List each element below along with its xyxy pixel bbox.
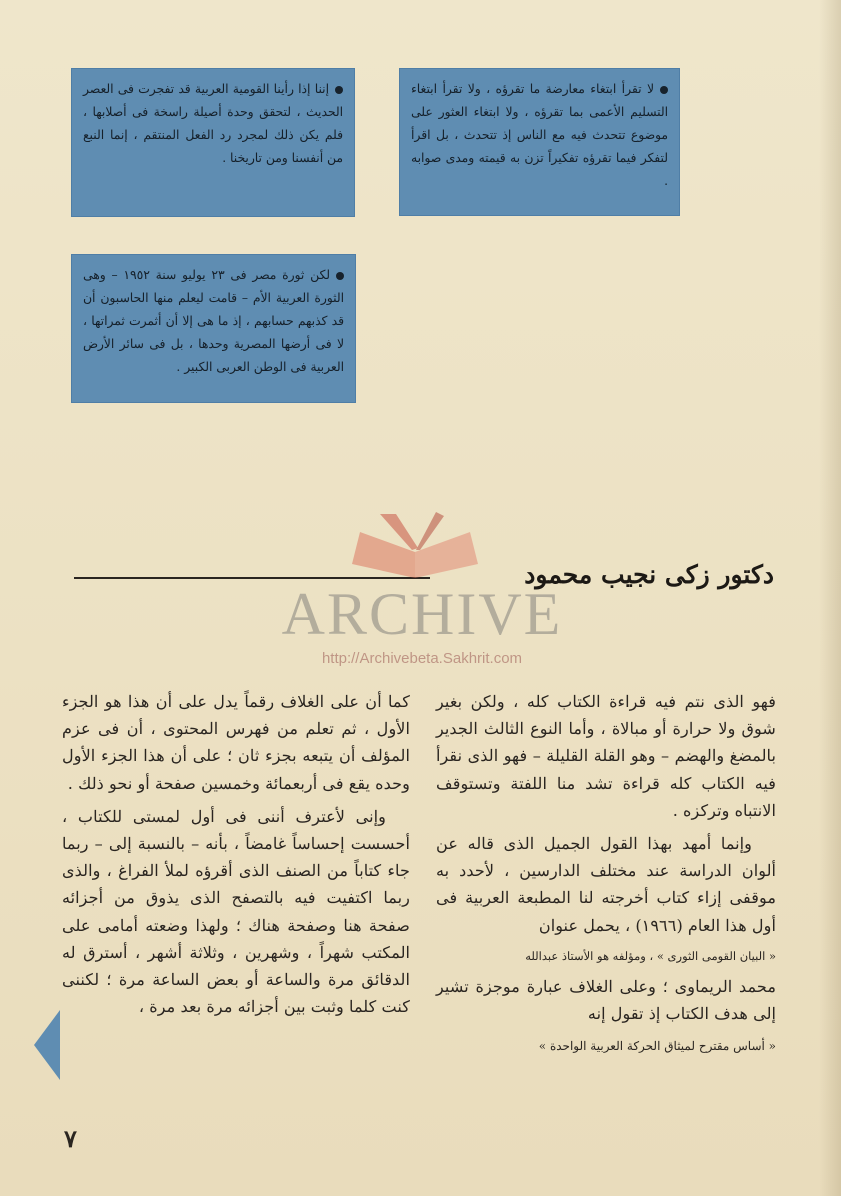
pull-quote-text: لكن ثورة مصر فى ٢٣ يوليو سنة ١٩٥٢ – وهى الثورة العربية الأم – قامت ليعلم منها الحاسبون أن قد كذبهم حسابهم ، إذ ما هى إلا أن أثمرت ثمراتها ، لا فى أرضها المصرية وحدها ، بل فى سائر الأرض العربية فى الوطن العربى الكبير . [83,268,344,374]
watermark-title: ARCHIVE [281,581,563,647]
bullet-dot-icon [660,86,668,94]
paragraph: محمد الريماوى ؛ وعلى الغلاف عبارة موجزة تشير إلى هدف الكتاب إذ تقول إنه [436,976,776,1024]
text-column-left [62,688,410,1026]
paragraph: وإنما أمهد بهذا القول الجميل الذى قاله عن ألوان الدراسة عند مختلف الدارسين ، لأحدد به موقفى إزاء كتاب أخرجته لنا المطبعة العربية فى أول هذا العام (١٩٦٦) ، يحمل عنوان [436,834,776,935]
book-title-line: « البيان القومى الثورى » ، ومؤلفه هو الأستاذ عبدالله [525,948,776,963]
watermark-url: http://Archivebeta.Sakhrit.com [321,650,523,667]
text-column-right [436,688,776,1066]
byline-rule [74,577,430,579]
bullet-dot-icon [336,272,344,280]
page-arrow-icon [34,1010,60,1080]
pull-quote-text: لا تقرأ ابتغاء معارضة ما تقرؤه ، ولا تقرأ ابتغاء التسليم الأعمى بما تقرؤه ، ولا ابتغاء العثور على موضوع تتحدث فيه مع الناس إذ تتحدث ، بل اقرأ لتفكر فيما تقرؤه تفكيراً تزن به قيمته ومدى صوابه . [411,82,668,188]
page-number: ٧ [64,1124,77,1153]
author-byline [74,560,774,596]
pull-quote-box-left-bottom [71,254,356,403]
paragraph: وإنى لأعترف أننى فى أول لمستى للكتاب ، أحسست إحساساً غامضاً ، بأنه – بالنسبة إلى – ربما جاء كتاباً من الصنف الذى أقرؤه لملأ الفراغ ، والذى ربما اكتفيت فيه بالتصفح الذى يذوق من أجزائه صفحة هنا وصفحة هناك ؛ ولهذا وضعته أمامى على المكتب شهراً ، وشهرين ، وثلاثة أشهر ، أسترق له الدقائق مرة والساعة أو بعض الساعة مرة ؛ لكننى كنت كلما وثبت بين أجزائه مرة بعد مرة ، [62,806,410,1017]
pull-quote-text: إننا إذا رأينا القومية العربية قد تفجرت فى العصر الحديث ، لتحقق وحدة أصيلة راسخة فى أصلابها ، فلم يكن ذلك لمجرد رد الفعل المنتقم ، إنما النبع من أنفسنا ومن تاريخنا . [83,82,343,165]
bullet-dot-icon [335,86,343,94]
pull-quote-box-right-top [399,68,680,216]
paragraph: كما أن على الغلاف رقماً يدل على أن هذا هو الجزء الأول ، ثم تعلم من فهرس المحتوى ، أن فى عزم المؤلف أن يتبعه بجزء ثان ؛ على أن هذا الجزء الأول وحده يقع فى أربعمائة وخمسين صفحة أو نحو ذلك . [62,692,410,793]
book-subtitle-quote: « أساس مقترح لميثاق الحركة العربية الواحدة » [538,1039,776,1054]
pull-quote-box-left-top [71,68,355,217]
author-name: دكتور زكى نجيب محمود [524,560,774,589]
paragraph: فهو الذى نتم فيه قراءة الكتاب كله ، ولكن بغير شوق ولا حرارة أو مبالاة ، وأما النوع الثالث الجدير بالمضغ والهضم – وهو القلة القليلة – فهو الذى نقرأ فيه الكتاب كله قراءة تشد منا اللفتة وتستوقف الانتباه وتركزه . [436,692,776,820]
